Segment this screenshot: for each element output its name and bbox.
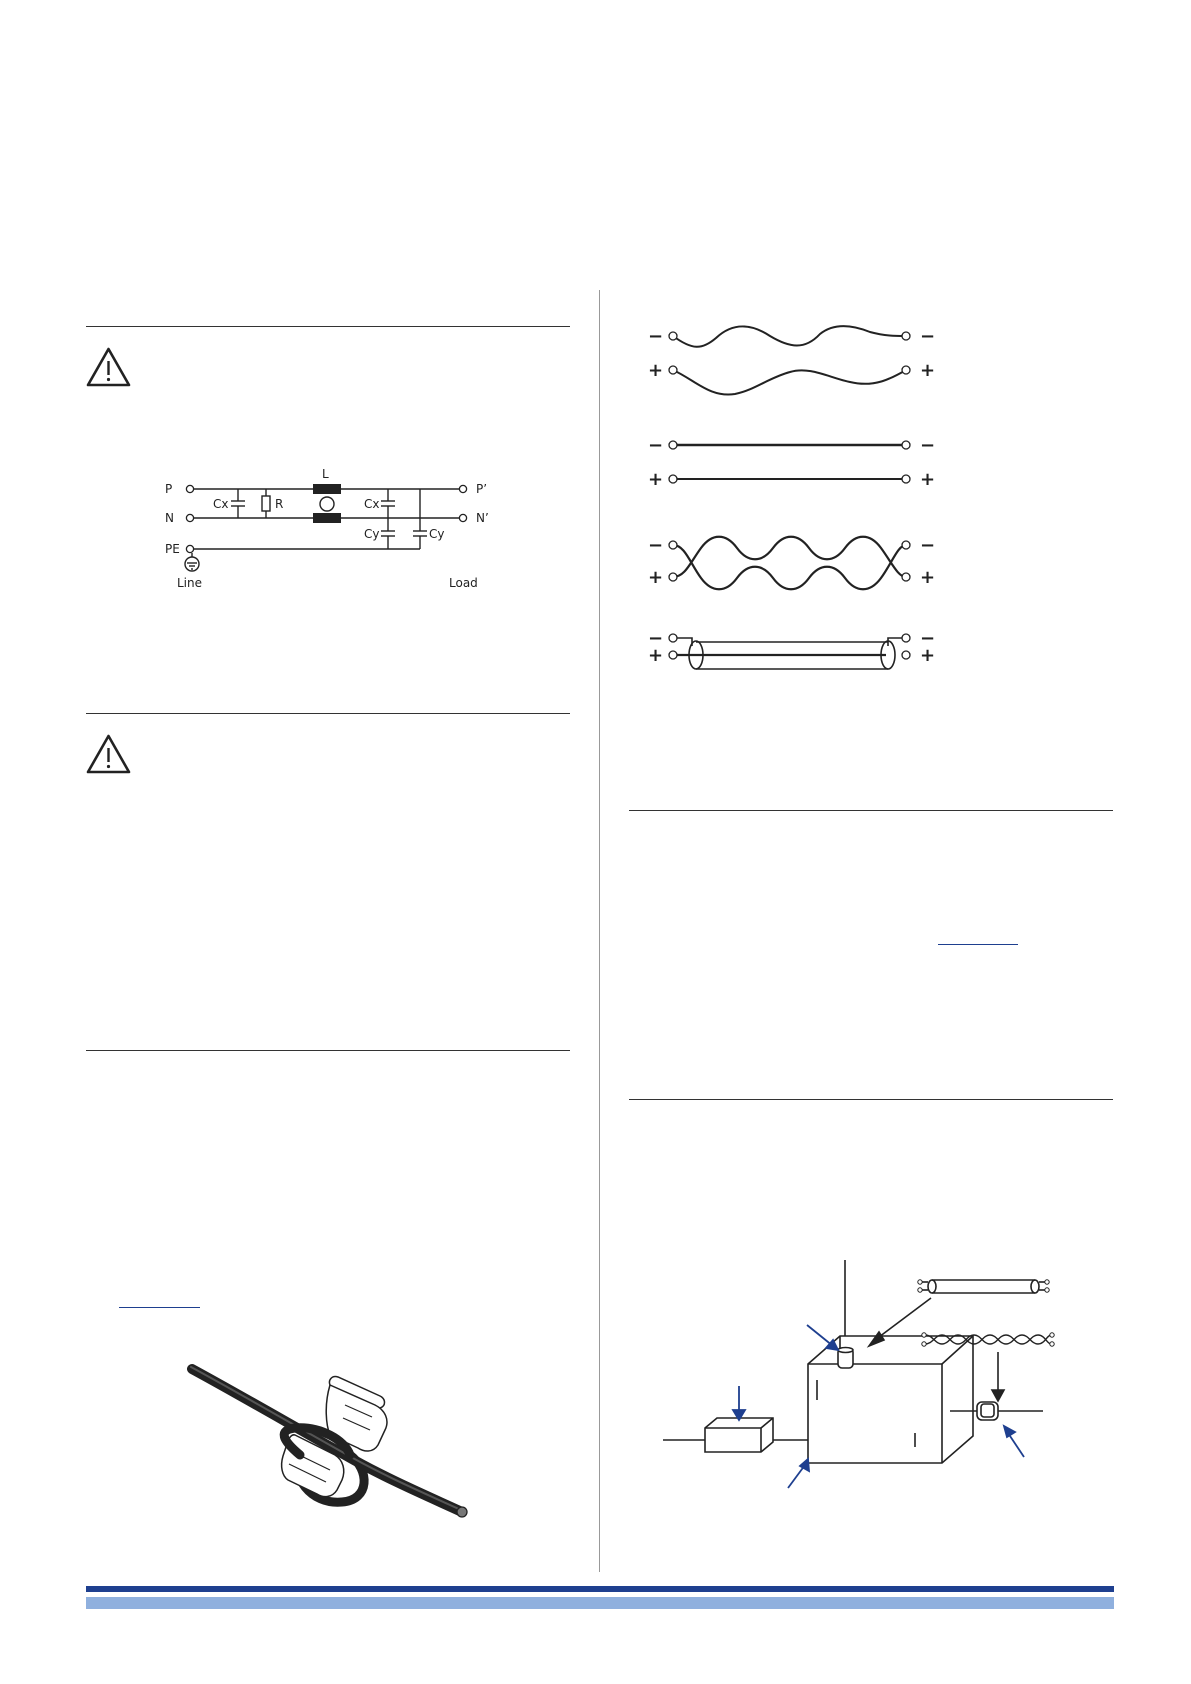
polarity-plus: + — [648, 360, 664, 381]
resistor-label: R — [275, 497, 284, 511]
polarity-minus: − — [920, 326, 936, 347]
warning-icon — [85, 346, 132, 388]
section-rule-3 — [86, 1050, 570, 1051]
terminal-label-pe: PE — [165, 542, 180, 556]
section-rule-4 — [629, 810, 1113, 811]
section-rule-1 — [86, 326, 570, 327]
polarity-minus: − — [920, 535, 936, 556]
line-label: Line — [177, 576, 203, 590]
cy-left-label: Cy — [364, 527, 380, 541]
polarity-plus: + — [648, 469, 664, 490]
polarity-minus: − — [920, 435, 936, 456]
polarity-plus: + — [648, 567, 664, 588]
footer-bar-dark — [86, 1586, 1114, 1592]
terminal-label-n-out: N’ — [476, 511, 489, 525]
terminal-label-n: N — [165, 511, 174, 525]
footer-bar-light — [86, 1597, 1114, 1609]
polarity-plus: + — [920, 469, 936, 490]
section-rule-5 — [629, 1099, 1113, 1100]
polarity-plus: + — [648, 645, 664, 666]
column-divider — [599, 290, 600, 1572]
polarity-plus: + — [920, 567, 936, 588]
load-label: Load — [449, 576, 478, 590]
hyperlink-underline[interactable] — [119, 1307, 200, 1308]
warning-icon — [85, 733, 132, 775]
cx-right-label: Cx — [364, 497, 380, 511]
ferrite-clamp-illustration — [180, 1360, 480, 1535]
polarity-minus: − — [648, 435, 664, 456]
inductor-label: L — [322, 467, 329, 481]
emi-filter-diagram — [150, 460, 510, 600]
cable-types-diagram — [640, 320, 940, 690]
cx-left-label: Cx — [213, 497, 229, 511]
polarity-minus: − — [648, 326, 664, 347]
section-rule-2 — [86, 713, 570, 714]
polarity-minus: − — [648, 628, 664, 649]
terminal-label-p-out: P’ — [476, 482, 488, 496]
emc-system-diagram — [655, 1260, 1095, 1500]
polarity-plus: + — [920, 360, 936, 381]
polarity-minus: − — [648, 535, 664, 556]
polarity-plus: + — [920, 645, 936, 666]
hyperlink-underline[interactable] — [938, 944, 1018, 945]
terminal-label-p: P — [165, 482, 173, 496]
polarity-minus: − — [920, 628, 936, 649]
cy-right-label: Cy — [429, 527, 445, 541]
